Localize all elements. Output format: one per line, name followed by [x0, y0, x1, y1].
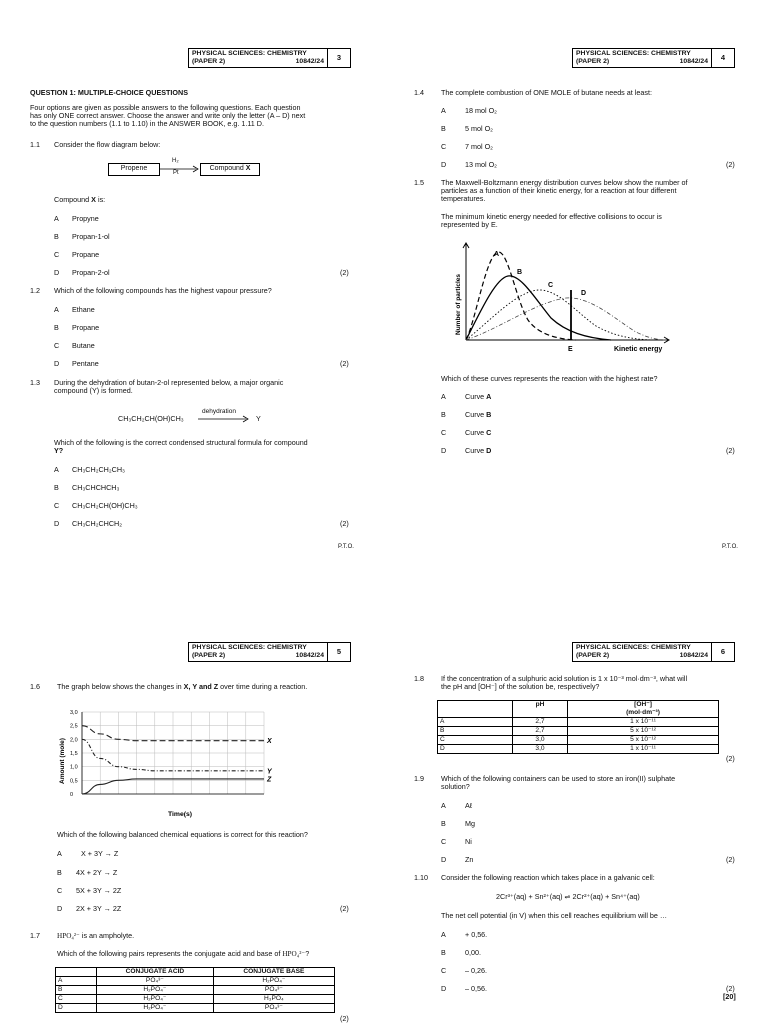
- option-letter: B: [57, 868, 62, 877]
- table-row: [438, 745, 719, 754]
- question-number: 1.4: [414, 88, 424, 97]
- option-text: Mg: [465, 819, 475, 828]
- question-text: temperatures.: [441, 194, 486, 203]
- option-text: Curve D: [465, 446, 492, 455]
- question-number: 1.8: [414, 674, 424, 683]
- x-axis-label: Kinetic energy: [614, 346, 663, 353]
- table-cell: H₂PO₄⁻: [97, 995, 214, 1004]
- table-cell: PO₄³⁻: [97, 977, 214, 986]
- curve-d: [466, 298, 666, 340]
- option-text: 13 mol O₂: [465, 160, 497, 169]
- question-text: Which of the following compounds has the highest vapour pressure?: [54, 286, 272, 295]
- page-number: 5: [336, 646, 342, 656]
- question-text: particles as a function of their kinetic energy, for a reaction at four different: [441, 186, 677, 195]
- option-text: Curve C: [465, 428, 492, 437]
- header-title: PHYSICAL SCIENCES: CHEMISTRY: [576, 644, 691, 651]
- option-letter: A: [54, 465, 59, 474]
- page-6: [384, 512, 768, 1024]
- curve-c: [466, 290, 651, 340]
- option-letter: B: [54, 232, 59, 241]
- flow-arrow: [160, 164, 200, 174]
- y-tick-label: 1,5: [70, 751, 78, 757]
- question-text: The minimum kinetic energy needed for effective collisions to occur is: [441, 212, 662, 221]
- page-5: [0, 512, 384, 1024]
- marks: (2): [340, 904, 349, 913]
- option-text: 5X + 3Y → 2Z: [76, 886, 122, 895]
- intro-line: to the question numbers (1.1 to 1.10) in the ANSWER BOOK, e.g. 1.11 D.: [30, 119, 264, 128]
- table-header-row: [56, 968, 335, 977]
- header-paper: (PAPER 2): [576, 57, 610, 65]
- option-letter: B: [54, 323, 59, 332]
- y-tick-label: 0: [70, 792, 74, 798]
- question-text: solution?: [441, 782, 470, 791]
- header-title: PHYSICAL SCIENCES: CHEMISTRY: [192, 50, 307, 57]
- question-number: 1.6: [30, 682, 40, 691]
- marks: (2): [340, 1014, 349, 1023]
- table-cell: H₂PO₄⁻: [97, 986, 214, 995]
- table-cell: H₃PO₄: [213, 995, 334, 1004]
- y-axis-label: Number of particles: [455, 273, 462, 335]
- option-text: Propyne: [72, 214, 99, 223]
- option-text: Curve A: [465, 392, 492, 401]
- option-letter: A: [441, 106, 446, 115]
- marks: (2): [340, 268, 349, 277]
- page-4: [384, 0, 768, 512]
- table-cell: PO₄³⁻: [213, 986, 334, 995]
- option-text: X + 3Y → Z: [81, 849, 119, 858]
- section-total: [20]: [723, 992, 736, 1001]
- option-text: Propane: [72, 250, 100, 259]
- question-number: 1.10: [414, 873, 428, 882]
- question-number: 1.2: [30, 286, 40, 295]
- option-text: 5 mol O₂: [465, 124, 493, 133]
- page-number: 6: [720, 646, 726, 656]
- question-text: Consider the following reaction which takes place in a galvanic cell:: [441, 873, 655, 882]
- y-tick-label: 0,5: [70, 778, 78, 785]
- marks: (2): [726, 984, 735, 993]
- table-row: [56, 1004, 335, 1013]
- table-header: CONJUGATE ACID: [97, 968, 214, 977]
- option-text: Ni: [465, 837, 472, 846]
- table-row: [56, 977, 335, 986]
- y-tick-label: 2,0: [70, 737, 78, 744]
- cell-equation: 2Cr³⁺(aq) + Sn²⁺(aq) ⇌ 2Cr²⁺(aq) + Sn⁴⁺(aq): [496, 892, 640, 901]
- option-letter: D: [54, 359, 60, 368]
- option-letter: C: [54, 501, 60, 510]
- question-text: compound (Y) is formed.: [54, 386, 133, 395]
- option-letter: D: [441, 855, 447, 864]
- table-cell: 3,0: [513, 736, 568, 745]
- series-x-label: X: [267, 738, 272, 746]
- table-row: [438, 727, 719, 736]
- amount-time-chart: [52, 702, 282, 820]
- threshold-label: E: [568, 346, 573, 353]
- series-labels: [266, 738, 273, 783]
- option-letter: D: [54, 268, 60, 277]
- option-letter: D: [441, 160, 447, 169]
- table-row: [438, 718, 719, 727]
- question-number: 1.7: [30, 931, 40, 940]
- marks: (2): [726, 446, 735, 455]
- question-text: Consider the flow diagram below:: [54, 140, 161, 149]
- option-text: Zn: [465, 855, 474, 864]
- reaction-arrow: [198, 415, 250, 423]
- option-letter: B: [441, 410, 446, 419]
- chart-grid: [82, 712, 264, 794]
- page-header: [188, 642, 351, 662]
- question-text: Which of the following containers can be used to store an iron(II) sulphate: [441, 774, 676, 783]
- table-cell: 2,7: [513, 718, 568, 727]
- y-tick-label: 3,0: [70, 710, 78, 716]
- option-letter: C: [441, 966, 447, 975]
- option-text: 4X + 2Y → Z: [76, 868, 118, 877]
- header-code: 10842/24: [679, 57, 708, 65]
- option-letter: B: [441, 124, 446, 133]
- table-header-row: [438, 701, 719, 718]
- question-text: During the dehydration of butan-2-ol represented below, a major organic: [54, 378, 284, 387]
- option-letter: C: [54, 341, 60, 350]
- marks: (2): [726, 855, 735, 864]
- reactant-formula: CH₃CH₂CH(OH)CH₃: [118, 414, 184, 423]
- reagent-bottom: Pt: [173, 170, 179, 176]
- table-header: [OH⁻] (mol·dm⁻³): [568, 701, 719, 718]
- option-text: Pentane: [72, 359, 99, 368]
- option-letter: B: [441, 948, 446, 957]
- table-cell: H₂PO₄⁻: [97, 1004, 214, 1013]
- question-text: If the concentration of a sulphuric acid solution is 1 x 10⁻³ mol·dm⁻³, what will: [441, 674, 688, 683]
- conjugate-table: [55, 967, 335, 1013]
- page-header: [572, 642, 735, 662]
- y-tick-label: 2,5: [70, 723, 78, 730]
- label-b: B: [517, 269, 523, 276]
- option-letter: B: [54, 483, 59, 492]
- option-letter: A: [57, 849, 62, 858]
- label-d: D: [581, 290, 587, 297]
- ph-table: [437, 700, 719, 754]
- option-text: Ethane: [72, 305, 95, 314]
- header-paper: (PAPER 2): [576, 651, 610, 659]
- table-cell: D: [438, 745, 513, 754]
- option-text: Propane: [72, 323, 100, 332]
- header-code: 10842/24: [679, 651, 708, 659]
- option-letter: D: [54, 519, 60, 528]
- header-title: PHYSICAL SCIENCES: CHEMISTRY: [192, 644, 307, 651]
- header-paper: (PAPER 2): [192, 57, 226, 65]
- table-cell: A: [438, 718, 513, 727]
- question-text: represented by E.: [441, 220, 498, 229]
- option-text: + 0,56.: [465, 930, 488, 939]
- question-text: Which of the following pairs represents the conjugate acid and base of HPO₄²⁻?: [57, 949, 310, 958]
- page-3: [0, 0, 384, 512]
- option-text: Propan-1-ol: [72, 232, 110, 241]
- header-code: 10842/24: [295, 57, 324, 65]
- header-title: PHYSICAL SCIENCES: CHEMISTRY: [576, 50, 691, 57]
- page-number: 3: [336, 52, 342, 62]
- question-number: 1.3: [30, 378, 40, 387]
- label-a: A: [494, 251, 500, 258]
- question-number: 1.5: [414, 178, 424, 187]
- product-label: Y: [256, 414, 261, 423]
- flow-box-propene: Propene: [108, 163, 160, 176]
- table-cell: 3,0: [513, 745, 568, 754]
- question-text: The graph below shows the changes in X, Y and Z over time during a reaction.: [57, 682, 308, 691]
- header-paper: (PAPER 2): [192, 651, 226, 659]
- table-header: [438, 701, 513, 718]
- option-letter: A: [54, 214, 59, 223]
- y-tick-labels: [70, 710, 78, 798]
- label-c: C: [548, 282, 554, 289]
- question-text: Which of these curves represents the reaction with the highest rate?: [441, 374, 658, 383]
- option-letter: A: [441, 930, 446, 939]
- marks: (2): [726, 160, 735, 169]
- question-text: The complete combustion of ONE MOLE of butane needs at least:: [441, 88, 652, 97]
- page-header: [188, 48, 351, 68]
- series-y-label: Y: [267, 768, 272, 776]
- table-header: CONJUGATE BASE: [213, 968, 334, 977]
- reagent-top: H₂: [172, 158, 179, 164]
- option-letter: C: [54, 250, 60, 259]
- flow-box-compound-x: Compound X: [200, 163, 260, 176]
- question-number: 1.9: [414, 774, 424, 783]
- question-text: Which of the following balanced chemical equations is correct for this reaction?: [57, 830, 308, 839]
- option-text: 0,00.: [465, 948, 481, 957]
- option-text: 18 mol O₂: [465, 106, 497, 115]
- option-text: Curve B: [465, 410, 492, 419]
- option-letter: D: [441, 446, 447, 455]
- page-footer: P.T.O.: [338, 544, 354, 550]
- option-text: – 0,56.: [465, 984, 487, 993]
- option-letter: B: [441, 819, 446, 828]
- question-text: Y?: [54, 446, 64, 455]
- option-letter: A: [441, 392, 446, 401]
- table-header: pH: [513, 701, 568, 718]
- table-cell: 2,7: [513, 727, 568, 736]
- question-text: the pH and [OH⁻] of the solution be, respectively?: [441, 682, 600, 691]
- option-letter: D: [57, 904, 63, 913]
- option-text: Butane: [72, 341, 95, 350]
- option-text: Propan-2-ol: [72, 268, 110, 277]
- header-code: 10842/24: [295, 651, 324, 659]
- question-text: The net cell potential (in V) when this cell reaches equilibrium will be …: [441, 911, 668, 920]
- page-header: [572, 48, 735, 68]
- option-letter: A: [54, 305, 59, 314]
- y-axis-label: Amount (mole): [59, 738, 66, 784]
- table-cell: B: [438, 727, 513, 736]
- question-number: 1.1: [30, 140, 40, 149]
- page-footer: P.T.O.: [722, 544, 738, 550]
- table-header: [56, 968, 97, 977]
- option-letter: D: [441, 984, 447, 993]
- marks: (2): [340, 359, 349, 368]
- table-cell: C: [438, 736, 513, 745]
- table-cell: 5 x 10⁻¹²: [568, 727, 719, 736]
- table-cell: B: [56, 986, 97, 995]
- table-cell: 5 x 10⁻¹²: [568, 736, 719, 745]
- option-text: CH₃CH₂CH₂CH₃: [72, 465, 125, 474]
- marks: (2): [340, 519, 349, 528]
- marks: (2): [726, 754, 735, 763]
- table-cell: A: [56, 977, 97, 986]
- option-text: CH₃CH₂CHCH₂: [72, 519, 123, 528]
- table-row: [56, 995, 335, 1004]
- option-text: – 0,26.: [465, 966, 487, 975]
- question-prompt: Compound X is:: [54, 195, 106, 204]
- option-letter: A: [441, 801, 446, 810]
- x-axis-label: Time(s): [168, 811, 193, 818]
- table-row: [56, 986, 335, 995]
- intro-line: Four options are given as possible answers to the following questions. Each question: [30, 103, 301, 112]
- table-row: [438, 736, 719, 745]
- arrow-label: dehydration: [202, 408, 236, 415]
- section-title: QUESTION 1: MULTIPLE-CHOICE QUESTIONS: [30, 88, 188, 97]
- option-letter: C: [441, 428, 447, 437]
- question-text: HPO₄²⁻ is an ampholyte.: [57, 931, 135, 940]
- table-cell: 1 x 10⁻¹¹: [568, 718, 719, 727]
- maxwell-boltzmann-diagram: [446, 240, 676, 358]
- option-letter: C: [441, 837, 447, 846]
- option-text: 2X + 3Y → 2Z: [76, 904, 122, 913]
- option-text: CH₃CH₂CH(OH)CH₃: [72, 501, 138, 510]
- table-cell: H₂PO₄⁻: [213, 977, 334, 986]
- table-cell: 1 x 10⁻¹¹: [568, 745, 719, 754]
- option-text: CH₃CHCHCH₃: [72, 483, 120, 492]
- page-number: 4: [720, 52, 726, 62]
- table-cell: C: [56, 995, 97, 1004]
- table-cell: PO₄³⁻: [213, 1004, 334, 1013]
- table-cell: D: [56, 1004, 97, 1013]
- intro-line: has only ONE correct answer. Choose the answer and write only the letter (A – D) next: [30, 111, 306, 120]
- option-text: Aℓ: [465, 801, 473, 810]
- option-letter: C: [441, 142, 447, 151]
- option-text: 7 mol O₂: [465, 142, 493, 151]
- series-z-label: Z: [267, 776, 272, 784]
- question-text: Which of the following is the correct condensed structural formula for compound: [54, 438, 308, 447]
- option-letter: C: [57, 886, 63, 895]
- y-tick-label: 1,0: [70, 764, 78, 771]
- question-text: The Maxwell-Boltzmann energy distribution curves below show the number of: [441, 178, 688, 187]
